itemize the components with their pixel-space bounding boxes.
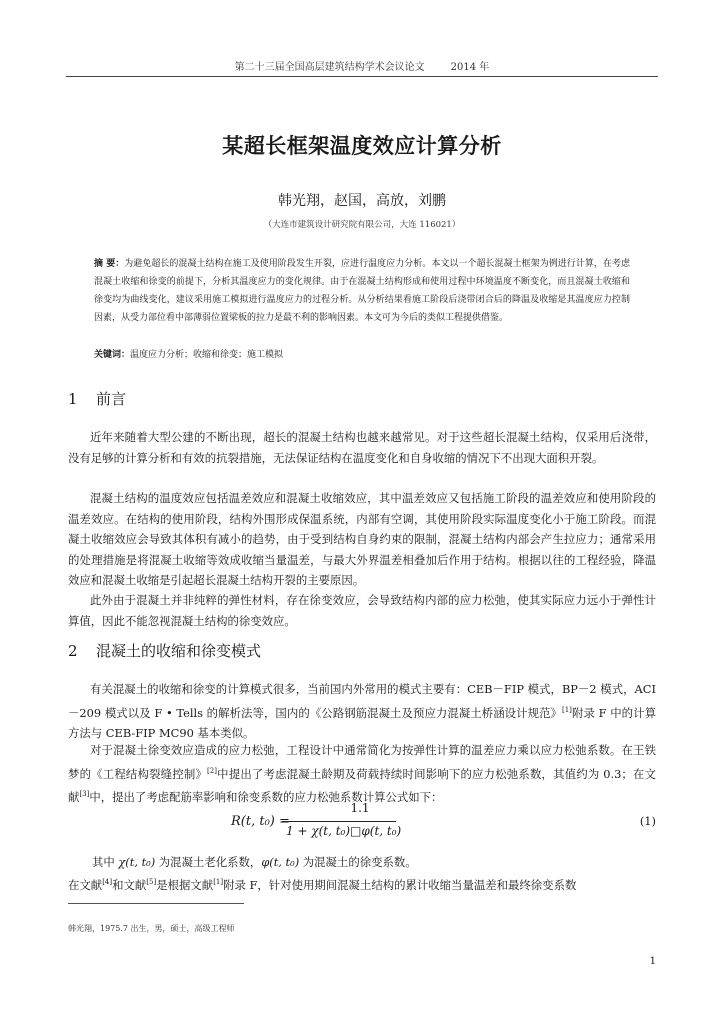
section-1-paragraph-3: 此外由于混凝土并非纯粹的弹性材料，存在徐变效应，会导致结构内部的应力松弛，使其实际应力远小于弹性计算值，因此不能忽视混凝土结构的徐变效应。 [68, 593, 656, 628]
section-2-title: 混凝土的收缩和徐变模式 [96, 642, 262, 660]
citation-1b: [1] [213, 878, 224, 886]
equation-denominator: 1 + χ(t, t₀)□φ(t, t₀) [286, 824, 402, 838]
fraction-bar [282, 821, 396, 822]
last-para-text-c: 是根据文献 [156, 877, 214, 892]
keywords-label: 关键词： [94, 350, 131, 360]
section-2-heading [68, 640, 261, 661]
equation-numerator: 1.1 [350, 801, 370, 815]
last-para-text-d: 附录 F，针对使用期间混凝土结构的累计收缩当量温差和最终徐变系数 [223, 877, 577, 892]
keywords-text: 温度应力分析；收缩和徐变；施工模拟 [130, 350, 284, 360]
section-2-p2-text-b: 中提出了考虑混凝土龄期及荷载持续时间影响下的应力松弛系数，其值约为 0.3；在文献 [68, 766, 656, 804]
variable-text-1: 其中 [92, 855, 119, 869]
citation-4: [4] [102, 878, 113, 886]
creep-coefficient-symbol: φ(t, t₀) [261, 855, 300, 869]
section-1-heading [68, 388, 126, 409]
variable-text-2: 为混凝土老化系数， [155, 855, 262, 869]
header-year: 2014 年 [450, 62, 490, 73]
footnote-rule [68, 903, 244, 904]
citation-1: [1] [562, 705, 572, 714]
page-number: 1 [649, 956, 656, 967]
section-1-number: 1 [68, 390, 78, 408]
citation-5: [5] [146, 878, 157, 886]
last-para-text-a: 在文献 [68, 877, 103, 892]
aging-coefficient-symbol: χ(t, t₀) [118, 855, 156, 869]
section-1-title: 前言 [96, 390, 127, 408]
header-rule [66, 76, 658, 77]
variable-text-3: 为混凝土的徐变系数。 [299, 855, 417, 869]
section-2-p1-text-a: 有关混凝土的收缩和徐变的计算模式很多，当前国内外常用的模式主要有：CEB－FIP 模式，BP－2 模式，ACI－209 模式以及 F • Tells 的解析法等，国内的《公路钢筋混凝土及预应力混凝土桥涵设计规范》 [68, 682, 656, 720]
section-2-p2-text-c: 中，提出了考虑配筋率影响和徐变系数的应力松弛系数计算公式如下： [89, 789, 443, 804]
author-footnote: 韩光翔，1975.7 出生，男，硕士，高级工程师 [68, 924, 235, 933]
running-header [66, 58, 658, 74]
equation-number: (1) [639, 814, 656, 828]
last-para-text-b: 和文献 [112, 877, 147, 892]
abstract-label: 摘 要： [94, 259, 125, 269]
section-2-paragraph-2 [68, 740, 656, 807]
variable-definition [68, 852, 656, 895]
section-1-paragraph-2: 混凝土结构的温度效应包括温差效应和混凝土收缩效应，其中温差效应又包括施工阶段的温差效应和使用阶段的温差效应。在结构的使用阶段，结构外围形成保温系统，内部有空调，其使用阶段实际温度变化小于施工阶段。而混凝土收缩效应会导致其体积有减小的趋势，由于受到结构自身约束的限制，混凝土结构内部会产生拉应力；通常采用的处理措施是将混凝土收缩等效成收缩当量温差，与最大外界温差相叠加后作用于结构。根据以往的工程经验，降温效应和混凝土收缩是引起超长混凝土结构开裂的主要原因。 [68, 491, 656, 587]
paper-title: 某超长框架温度效应计算分析 [222, 134, 502, 158]
section-2-paragraph-1 [68, 679, 656, 743]
conference-name: 第二十三届全国高层建筑结构学术会议论文 [234, 62, 425, 73]
citation-3: [3] [79, 789, 90, 798]
abstract-text: 为避免超长的混凝土结构在施工及使用阶段发生开裂，应进行温度应力分析。本文以一个超长混凝土框架为例进行计算，在考虑混凝土收缩和徐变的前提下，分析其温度应力的变化规律。由于在混凝土结构形成和使用过程中环境温度不断变化，而且混凝土收缩和徐变均为曲线变化，建议采用施工模拟进行温度应力的过程分析。从分析结果看施工阶段后浇带闭合后的降温及收缩是其温度应力控制因素，从受力部位看中部薄弱位置梁板的拉力是最不利的影响因素。本文可为今后的类似工程提供借鉴。 [94, 259, 630, 323]
section-1-paragraph-1: 近年来随着大型公建的不断出现，超长的混凝土结构也越来越常见。对于这些超长混凝土结构，仅采用后浇带，没有足够的计算分析和有效的抗裂措施，无法保证结构在温度变化和自身收缩的情况下不出现大面积开裂。 [68, 430, 656, 465]
author-list: 韩光翔，赵国，高放，刘鹏 [278, 193, 446, 209]
equation-lhs: R(t, t₀) = [231, 814, 290, 829]
section-2-p2-text-a: 对于混凝土徐变效应造成的应力松弛，工程设计中通常简化为按弹性计算的温差应力乘以应力松弛系数。在王铁梦的《工程结构裂缝控制》 [68, 743, 656, 781]
abstract [94, 255, 630, 327]
equation-1 [0, 800, 724, 848]
citation-2: [2] [207, 766, 217, 775]
section-2-p1-text-b: 附录 F 中的计算方法与 CEB-FIP MC90 基本类似。 [68, 705, 656, 740]
keywords [94, 347, 630, 363]
affiliation: （大连市建筑设计研究院有限公司，大连 116021） [263, 220, 461, 230]
section-2-number: 2 [68, 642, 78, 660]
